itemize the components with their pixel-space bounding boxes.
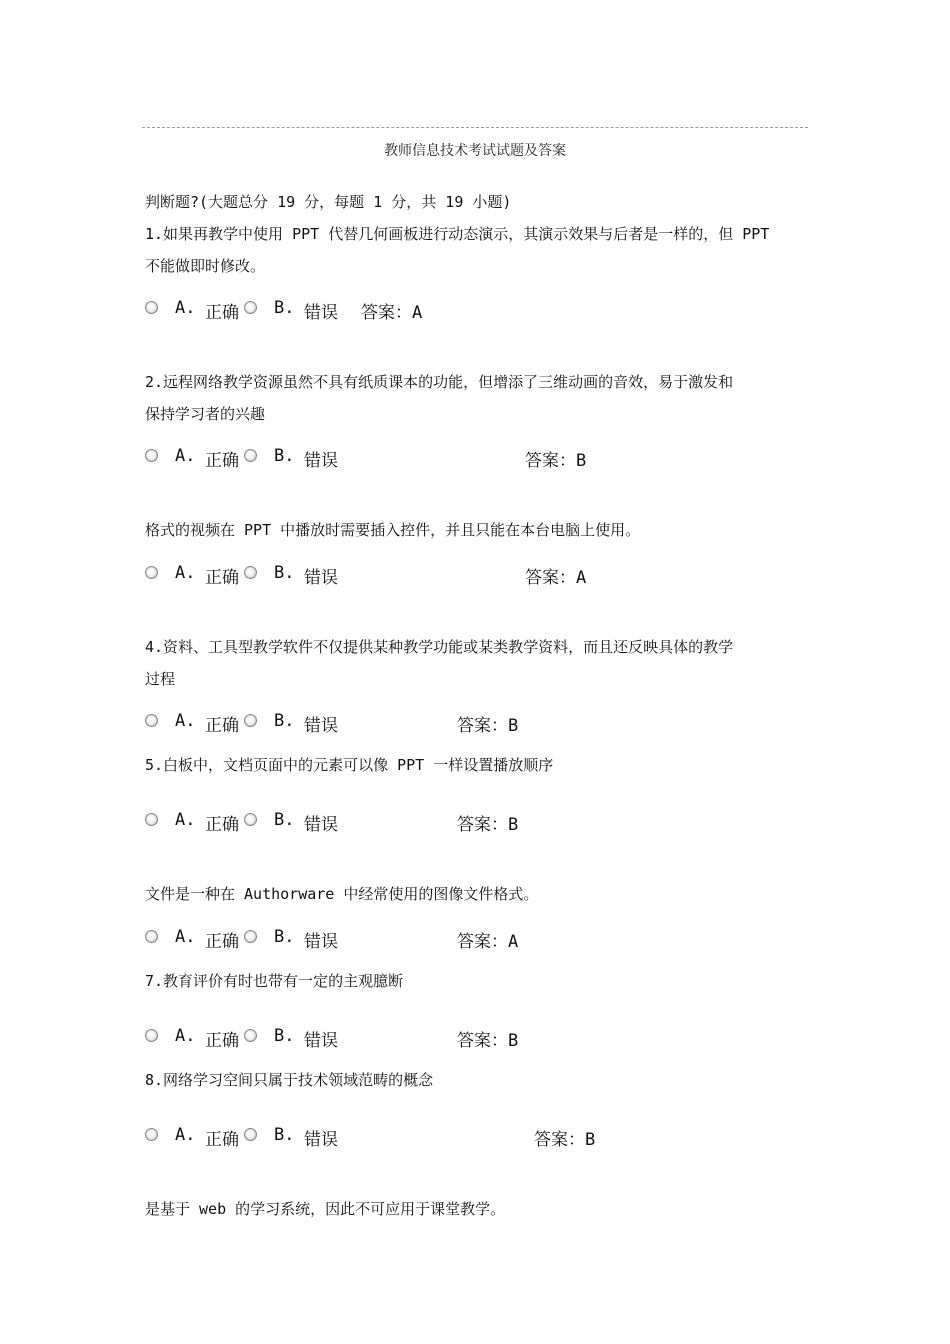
option-b-label: B. <box>274 1026 295 1046</box>
option-b-label: B. <box>274 563 295 583</box>
option-b-label: B. <box>274 446 295 466</box>
option-b-text: 错误 <box>304 451 338 471</box>
radio-option-b[interactable] <box>244 1128 257 1141</box>
answer-text: 答案：B <box>457 815 519 835</box>
option-a-text: 正确 <box>205 815 239 835</box>
option-a-text: 正确 <box>205 303 239 323</box>
header-divider <box>142 127 808 128</box>
question-8-line-1: 8.网络学习空间只属于技术领域范畴的概念 <box>145 1071 434 1089</box>
option-b-label: B. <box>274 927 295 947</box>
option-a-label: A. <box>175 810 196 830</box>
question-7-options <box>145 1028 765 1052</box>
option-a-label: A. <box>175 1026 196 1046</box>
option-a-text: 正确 <box>205 1130 239 1150</box>
radio-option-a[interactable] <box>145 1128 158 1141</box>
answer-text: 答案：B <box>457 1031 519 1051</box>
answer-text: 答案：B <box>534 1130 596 1150</box>
question-4-line-2: 过程 <box>145 670 176 688</box>
question-3-options <box>145 565 765 589</box>
question-1-options <box>145 300 765 324</box>
radio-option-a[interactable] <box>145 813 158 826</box>
radio-option-b[interactable] <box>244 1029 257 1042</box>
question-4-options <box>145 713 765 737</box>
option-a-text: 正确 <box>205 932 239 952</box>
question-5-options <box>145 812 765 836</box>
option-a-text: 正确 <box>205 568 239 588</box>
radio-option-a[interactable] <box>145 930 158 943</box>
option-a-text: 正确 <box>205 716 239 736</box>
question-6-options <box>145 929 765 953</box>
option-b-label: B. <box>274 810 295 830</box>
answer-text: 答案：A <box>457 932 519 952</box>
option-a-label: A. <box>175 563 196 583</box>
option-b-label: B. <box>274 298 295 318</box>
option-b-label: B. <box>274 711 295 731</box>
question-1-line-2: 不能做即时修改。 <box>145 257 266 275</box>
option-b-text: 错误 <box>304 1130 338 1150</box>
option-b-text: 错误 <box>304 716 338 736</box>
question-5-line-1: 5.白板中，文档页面中的元素可以像 PPT 一样设置播放顺序 <box>145 756 554 774</box>
question-3-line-1: 格式的视频在 PPT 中播放时需要插入控件，并且只能在本台电脑上使用。 <box>145 521 641 539</box>
option-a-label: A. <box>175 446 196 466</box>
document-title: 教师信息技术考试试题及答案 <box>384 143 566 159</box>
option-b-text: 错误 <box>304 1031 338 1051</box>
option-b-text: 错误 <box>304 303 338 323</box>
option-a-text: 正确 <box>205 451 239 471</box>
answer-text: 答案：B <box>457 716 519 736</box>
question-1-line-1: 1.如果再教学中使用 PPT 代替几何画板进行动态演示，其演示效果与后者是一样的，但 PPT <box>145 225 770 243</box>
radio-option-b[interactable] <box>244 449 257 462</box>
option-a-label: A. <box>175 927 196 947</box>
option-b-label: B. <box>274 1125 295 1145</box>
question-8-options <box>145 1127 765 1151</box>
question-2-options <box>145 448 765 472</box>
question-9-line-1: 是基于 web 的学习系统，因此不可应用于课堂教学。 <box>145 1200 506 1218</box>
section-heading: 判断题?(大题总分 19 分，每题 1 分，共 19 小题) <box>145 193 512 211</box>
question-7-line-1: 7.教育评价有时也带有一定的主观臆断 <box>145 972 404 990</box>
option-b-text: 错误 <box>304 568 338 588</box>
radio-option-a[interactable] <box>145 1029 158 1042</box>
radio-option-a[interactable] <box>145 301 158 314</box>
radio-option-a[interactable] <box>145 566 158 579</box>
option-a-label: A. <box>175 298 196 318</box>
question-6-line-1: 文件是一种在 Authorware 中经常使用的图像文件格式。 <box>145 885 539 903</box>
answer-text: 答案：A <box>361 303 423 323</box>
radio-option-b[interactable] <box>244 813 257 826</box>
question-4-line-1: 4.资料、工具型教学软件不仅提供某种教学功能或某类教学资料，而且还反映具体的教学 <box>145 638 734 656</box>
question-2-line-2: 保持学习者的兴趣 <box>145 405 266 423</box>
radio-option-b[interactable] <box>244 714 257 727</box>
radio-option-b[interactable] <box>244 301 257 314</box>
option-a-text: 正确 <box>205 1031 239 1051</box>
radio-option-b[interactable] <box>244 930 257 943</box>
radio-option-b[interactable] <box>244 566 257 579</box>
option-b-text: 错误 <box>304 932 338 952</box>
option-a-label: A. <box>175 1125 196 1145</box>
option-b-text: 错误 <box>304 815 338 835</box>
question-2-line-1: 2.远程网络教学资源虽然不具有纸质课本的功能，但增添了三维动画的音效，易于激发和 <box>145 373 734 391</box>
answer-text: 答案：B <box>525 451 587 471</box>
option-a-label: A. <box>175 711 196 731</box>
radio-option-a[interactable] <box>145 714 158 727</box>
answer-text: 答案：A <box>525 568 587 588</box>
radio-option-a[interactable] <box>145 449 158 462</box>
